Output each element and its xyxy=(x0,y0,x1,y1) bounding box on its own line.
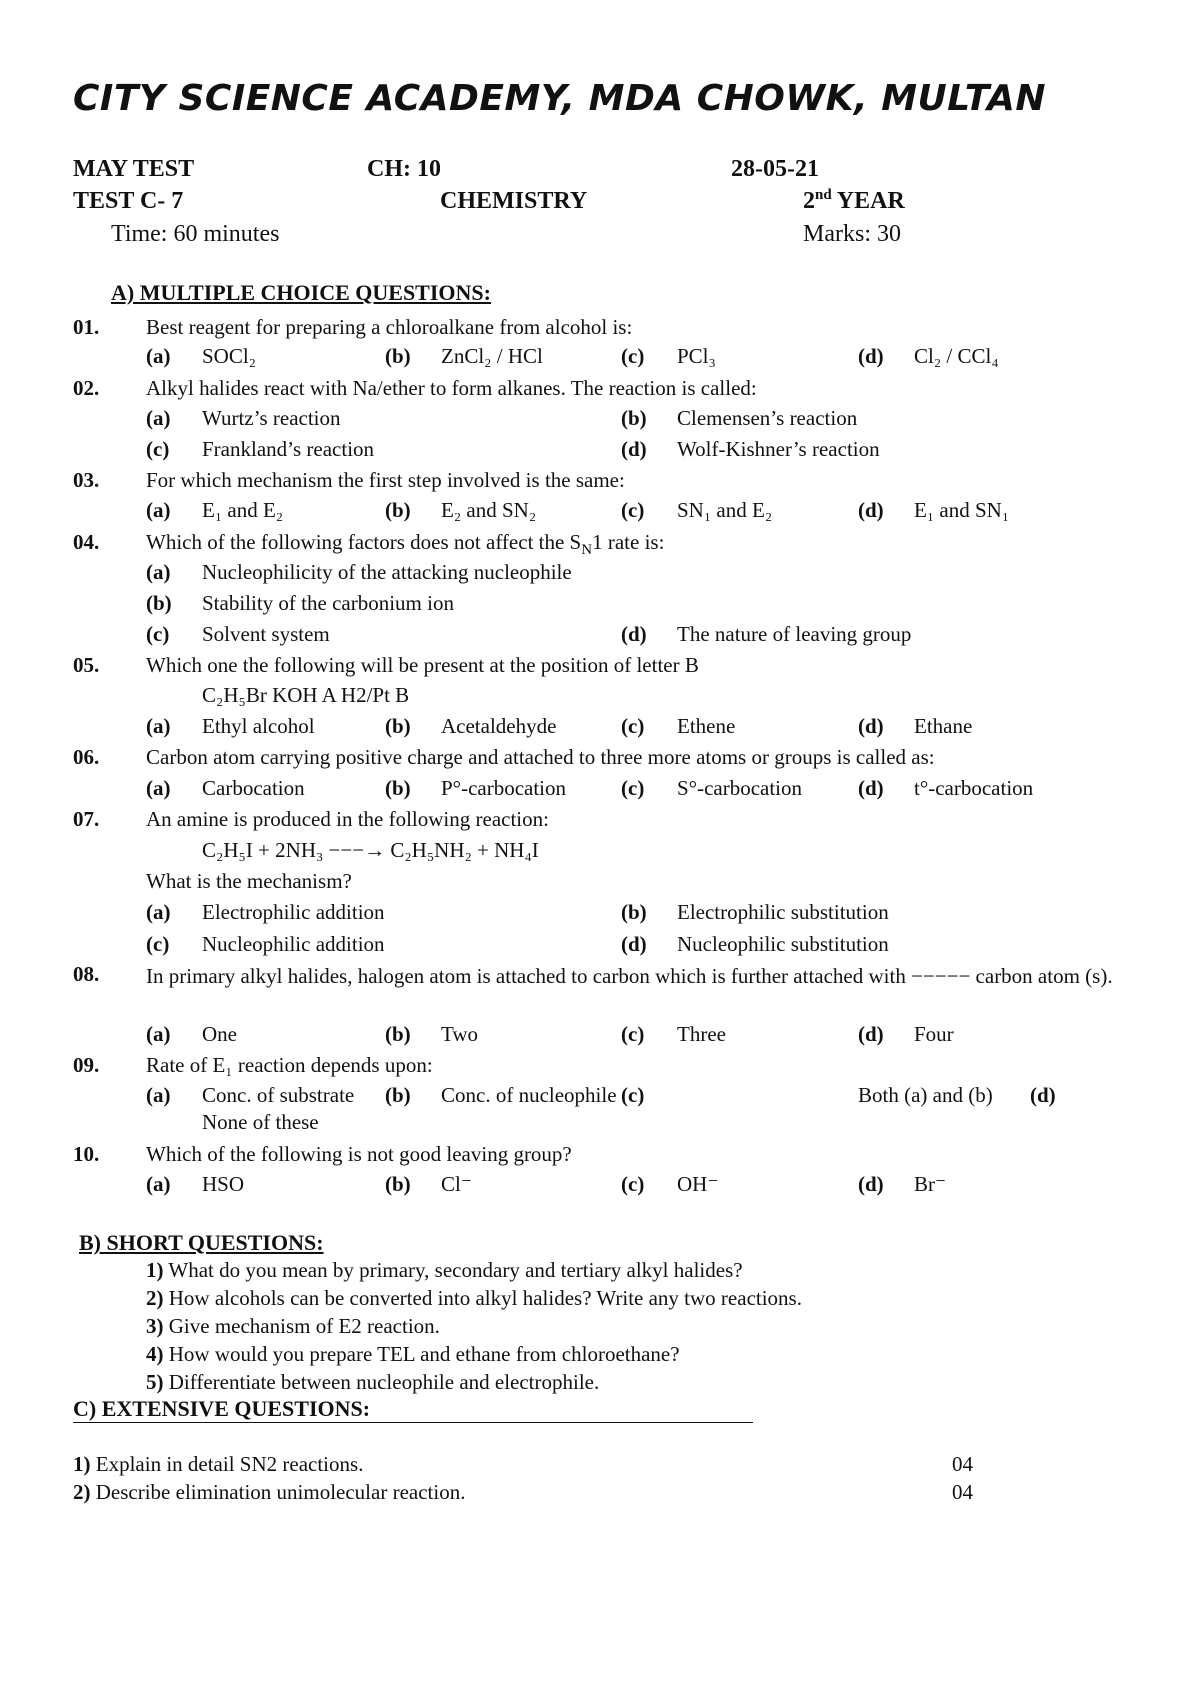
question-text: Which of the following is not good leaving group? xyxy=(146,1142,572,1166)
option-text: Three xyxy=(677,1022,726,1046)
question-number: 07. xyxy=(73,807,100,831)
option-text: Acetaldehyde xyxy=(441,714,557,738)
question-text: Alkyl halides react with Na/ether to form alkanes. The reaction is called: xyxy=(146,376,757,400)
option-text: Solvent system xyxy=(202,622,330,646)
option-label: (c) xyxy=(621,498,645,522)
question-text: An amine is produced in the following reaction: xyxy=(146,807,549,831)
extensive-question-number: 2) xyxy=(73,1480,91,1504)
option-label: (c) xyxy=(146,437,170,461)
short-question xyxy=(146,1258,743,1283)
short-question xyxy=(146,1370,599,1395)
question-text xyxy=(146,530,665,559)
option-text: t°-carbocation xyxy=(914,776,1034,800)
year-number: 2 xyxy=(803,188,815,214)
option-text: Wolf-Kishner’s reaction xyxy=(677,437,880,461)
option-label: (c) xyxy=(621,344,645,368)
option-label: (c) xyxy=(621,1172,645,1196)
option-label: (a) xyxy=(146,560,171,584)
option-text: Cl₂ / CCl₄ xyxy=(914,344,999,368)
short-question xyxy=(146,1314,440,1339)
class-year xyxy=(803,188,905,215)
reaction-equation: C₂H₅I + 2NH₃ −−−→ C₂H₅NH₂ + NH₄I xyxy=(202,838,539,862)
option-label: (a) xyxy=(146,1172,171,1196)
option-label: (a) xyxy=(146,406,171,430)
question-number: 02. xyxy=(73,376,100,400)
option-label: (d) xyxy=(858,776,884,800)
option-text: E₂ and SN₂ xyxy=(441,498,537,522)
option-label: (a) xyxy=(146,1083,171,1107)
option-text: Stability of the carbonium ion xyxy=(202,591,454,615)
question-text: Carbon atom carrying positive charge and attached to three more atoms or groups is called as: xyxy=(146,745,935,769)
option-text: The nature of leaving group xyxy=(677,622,912,646)
option-text: Ethane xyxy=(914,714,973,738)
question-number: 08. xyxy=(73,962,100,986)
option-text: Electrophilic substitution xyxy=(677,900,889,924)
short-question-text: What do you mean by primary, secondary and tertiary alkyl halides? xyxy=(163,1258,743,1282)
option-label: (d) xyxy=(1030,1083,1056,1107)
question-subtext: What is the mechanism? xyxy=(146,869,352,893)
question-number: 01. xyxy=(73,315,100,339)
short-question-text: Give mechanism of E2 reaction. xyxy=(163,1314,440,1338)
section-c-heading: C) EXTENSIVE QUESTIONS: xyxy=(73,1396,753,1423)
section-b-heading: B) SHORT QUESTIONS: xyxy=(79,1230,324,1255)
option-label: (c) xyxy=(146,622,170,646)
option-label: (b) xyxy=(621,406,647,430)
option-label: (c) xyxy=(621,1083,645,1107)
option-text: Four xyxy=(914,1022,954,1046)
extensive-question-text: Describe elimination unimolecular reaction. xyxy=(90,1480,466,1504)
option-label: (c) xyxy=(621,776,645,800)
option-text: Clemensen’s reaction xyxy=(677,406,858,430)
total-marks: Marks: 30 xyxy=(803,221,901,247)
option-text: Cl⁻ xyxy=(441,1172,472,1196)
question-number: 03. xyxy=(73,468,100,492)
question-text: Which one the following will be present at the position of letter B xyxy=(146,653,699,677)
reaction-equation: C₂H₅Br KOH A H2/Pt B xyxy=(202,683,410,707)
question-number: 09. xyxy=(73,1053,100,1077)
option-text: Both (a) and (b) xyxy=(858,1083,993,1107)
option-text: Ethyl alcohol xyxy=(202,714,315,738)
option-label: (d) xyxy=(858,498,884,522)
option-text: Carbocation xyxy=(202,776,305,800)
option-text: SN₁ and E₂ xyxy=(677,498,773,522)
option-label: (a) xyxy=(146,714,171,738)
option-text: Nucleophilic addition xyxy=(202,932,385,956)
question-number: 10. xyxy=(73,1142,100,1166)
question-marks: 04 xyxy=(952,1480,973,1504)
extensive-question-number: 1) xyxy=(73,1452,91,1476)
option-label: (b) xyxy=(621,900,647,924)
time-allowed: Time: 60 minutes xyxy=(111,221,280,247)
option-text: P°-carbocation xyxy=(441,776,567,800)
option-label: (b) xyxy=(385,498,411,522)
option-text: SOCl₂ xyxy=(202,344,257,368)
chapter: CH: 10 xyxy=(367,156,441,182)
option-label: (d) xyxy=(621,437,647,461)
option-label: (d) xyxy=(858,1172,884,1196)
option-label: (d) xyxy=(621,932,647,956)
option-label: (d) xyxy=(621,622,647,646)
subject: CHEMISTRY xyxy=(440,188,588,214)
option-text: Nucleophilicity of the attacking nucleophile xyxy=(202,560,572,584)
option-text: Conc. of substrate xyxy=(202,1083,355,1107)
option-text: E₁ and E₂ xyxy=(202,498,284,522)
option-label: (b) xyxy=(146,591,172,615)
option-label: (a) xyxy=(146,776,171,800)
extensive-question xyxy=(73,1480,465,1505)
year-suffix: nd xyxy=(815,187,832,203)
option-text: PCl₃ xyxy=(677,344,716,368)
short-question-text: How alcohols can be converted into alkyl halides? Write any two reactions. xyxy=(163,1286,802,1310)
question-number: 05. xyxy=(73,653,100,677)
short-question xyxy=(146,1342,680,1367)
extensive-question-text: Explain in detail SN2 reactions. xyxy=(90,1452,364,1476)
option-text: One xyxy=(202,1022,237,1046)
short-question-number: 2) xyxy=(146,1286,164,1310)
option-label: (a) xyxy=(146,344,171,368)
option-text: S°-carbocation xyxy=(677,776,803,800)
question-marks: 04 xyxy=(952,1452,973,1476)
option-text: Electrophilic addition xyxy=(202,900,385,924)
option-label: (d) xyxy=(858,1022,884,1046)
academy-title: CITY SCIENCE ACADEMY, MDA CHOWK, MULTAN xyxy=(73,78,1046,119)
option-label: (a) xyxy=(146,1022,171,1046)
option-text: Wurtz’s reaction xyxy=(202,406,341,430)
option-label: (c) xyxy=(621,714,645,738)
short-question-number: 5) xyxy=(146,1370,164,1394)
option-label: (b) xyxy=(385,344,411,368)
option-text: Two xyxy=(441,1022,479,1046)
short-question-number: 1) xyxy=(146,1258,164,1282)
extensive-question xyxy=(73,1452,363,1477)
option-text: Br⁻ xyxy=(914,1172,947,1196)
short-question-text: How would you prepare TEL and ethane from chloroethane? xyxy=(163,1342,680,1366)
question-text: Best reagent for preparing a chloroalkane from alcohol is: xyxy=(146,315,633,339)
question-text-main: Which of the following factors does not affect the S xyxy=(146,530,582,554)
question-number: 04. xyxy=(73,530,100,554)
option-label: (d) xyxy=(858,714,884,738)
option-text: Frankland’s reaction xyxy=(202,437,375,461)
short-question-text: Differentiate between nucleophile and electrophile. xyxy=(163,1370,600,1394)
option-label: (a) xyxy=(146,498,171,522)
option-label: (d) xyxy=(858,344,884,368)
option-label: (b) xyxy=(385,1083,411,1107)
option-text: Ethene xyxy=(677,714,736,738)
year-word: YEAR xyxy=(831,188,905,214)
section-a-heading: A) MULTIPLE CHOICE QUESTIONS: xyxy=(111,280,491,305)
test-name: MAY TEST xyxy=(73,156,195,182)
test-date: 28-05-21 xyxy=(731,156,819,182)
question-text-tail: 1 rate is: xyxy=(592,530,665,554)
question-text: Rate of E₁ reaction depends upon: xyxy=(146,1053,433,1077)
short-question-number: 4) xyxy=(146,1342,164,1366)
option-label: (b) xyxy=(385,1022,411,1046)
option-text: E₁ and SN₁ xyxy=(914,498,1010,522)
test-code: TEST C- 7 xyxy=(73,188,184,214)
option-text: HSO xyxy=(202,1172,245,1196)
option-label: (b) xyxy=(385,714,411,738)
question-text-subscript: N xyxy=(581,542,593,559)
option-text: Conc. of nucleophile xyxy=(441,1083,617,1107)
option-label: (a) xyxy=(146,900,171,924)
question-text: For which mechanism the first step involved is the same: xyxy=(146,468,625,492)
short-question xyxy=(146,1286,802,1311)
option-label: (c) xyxy=(621,1022,645,1046)
short-question-number: 3) xyxy=(146,1314,164,1338)
question-text: In primary alkyl halides, halogen atom is attached to carbon which is further attached with −−−−− carbon atom (s). xyxy=(146,964,1113,988)
option-text: Nucleophilic substitution xyxy=(677,932,889,956)
option-label: (b) xyxy=(385,776,411,800)
option-text: ZnCl₂ / HCl xyxy=(441,344,543,368)
option-text: None of these xyxy=(202,1110,319,1134)
option-label: (c) xyxy=(146,932,170,956)
question-number: 06. xyxy=(73,745,100,769)
option-text: OH⁻ xyxy=(677,1172,719,1196)
option-label: (b) xyxy=(385,1172,411,1196)
